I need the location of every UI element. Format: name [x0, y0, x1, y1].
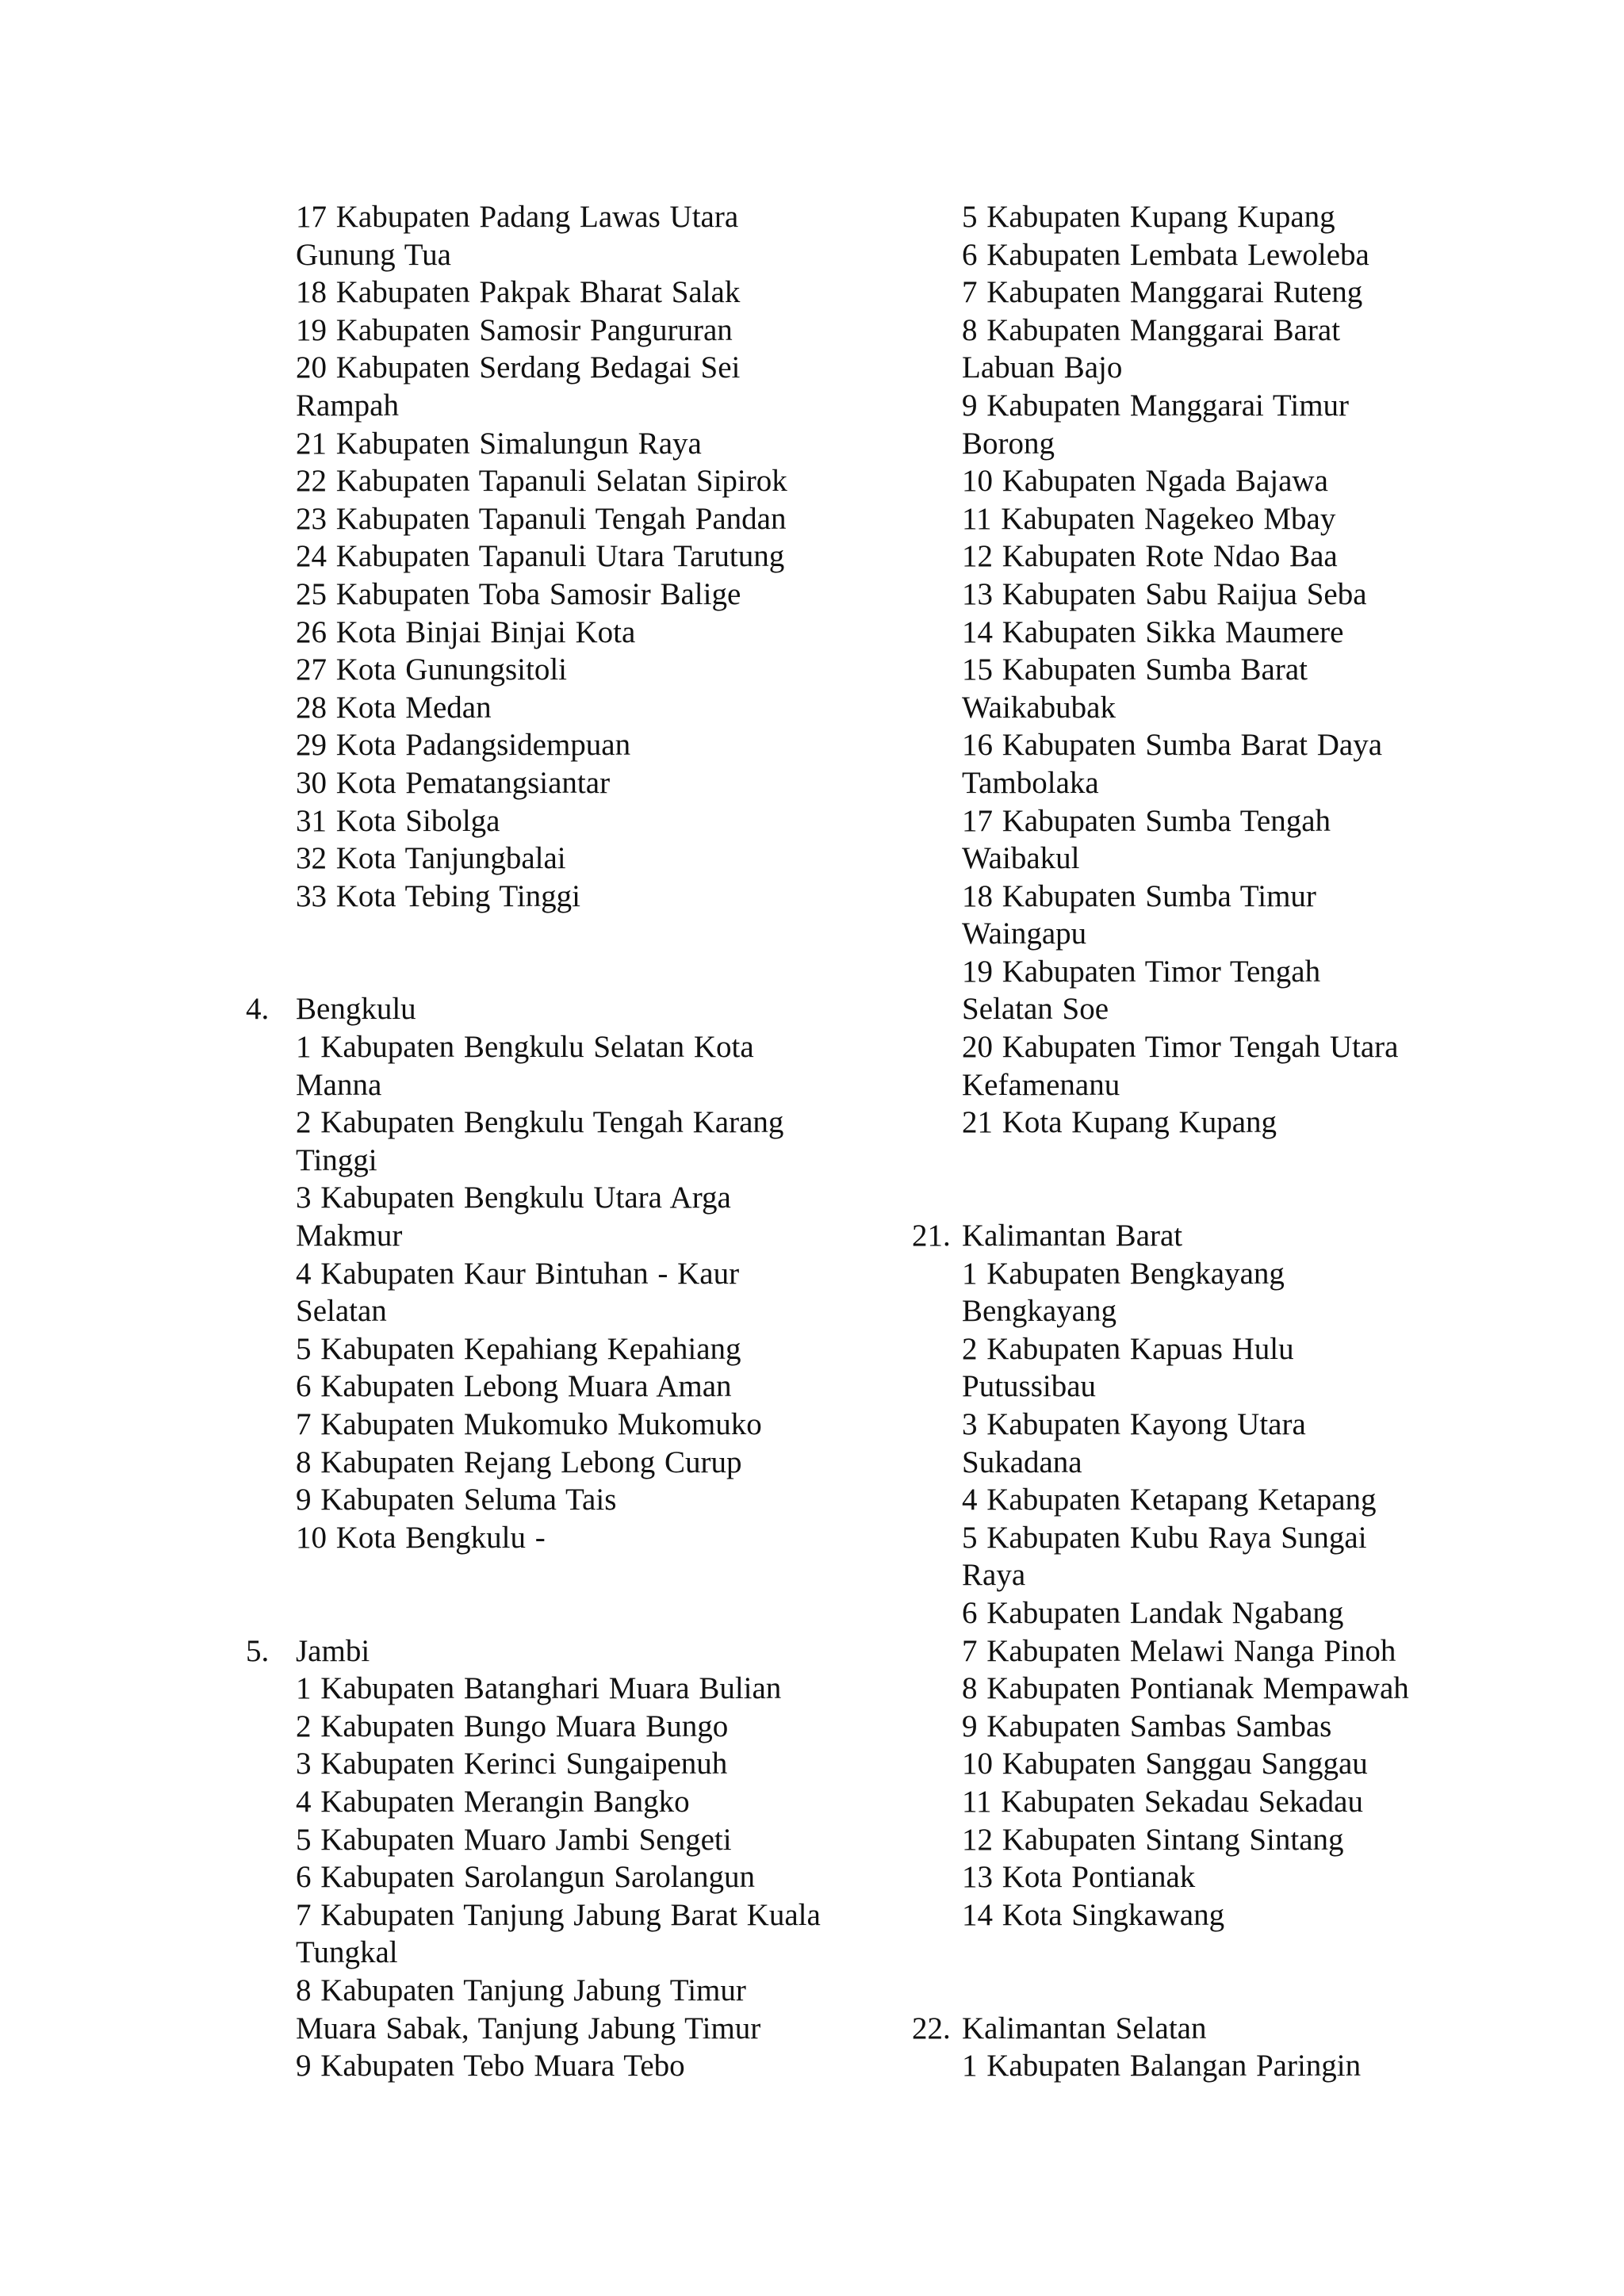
list-line: 16 Kabupaten Sumba Barat Daya — [962, 728, 1383, 763]
list-line: Waikabubak — [962, 690, 1116, 725]
list-line: 6 Kabupaten Landak Ngabang — [962, 1595, 1344, 1630]
list-line: Selatan Soe — [962, 992, 1109, 1027]
section-number: 4. — [246, 992, 270, 1027]
list-line: 4 Kabupaten Merangin Bangko — [296, 1784, 690, 1819]
list-line: 3 Kabupaten Bengkulu Utara Arga — [296, 1181, 731, 1215]
list-line: 7 Kabupaten Manggarai Ruteng — [962, 275, 1363, 310]
section-title: Bengkulu — [296, 992, 416, 1027]
list-line: 33 Kota Tebing Tinggi — [296, 878, 581, 913]
bengkulu-list — [246, 1028, 872, 1556]
list-line: 20 Kabupaten Serdang Bedagai Sei — [296, 350, 741, 385]
list-line: 9 Kabupaten Seluma Tais — [296, 1483, 617, 1517]
list-line: 8 Kabupaten Pontianak Mempawah — [962, 1671, 1409, 1706]
section-title: Kalimantan Selatan — [962, 2011, 1207, 2045]
list-line: Makmur — [296, 1219, 403, 1253]
list-line: 27 Kota Gunungsitoli — [296, 652, 567, 687]
list-line: 26 Kota Binjai Binjai Kota — [296, 614, 636, 649]
list-line: 20 Kabupaten Timor Tengah Utara — [962, 1030, 1399, 1065]
section-heading-kalimantan-barat — [912, 1217, 1483, 1255]
list-line: 9 Kabupaten Sambas Sambas — [962, 1709, 1332, 1743]
list-line: 25 Kabupaten Toba Samosir Balige — [296, 576, 741, 611]
section-gap — [246, 915, 872, 990]
right-column — [912, 198, 1483, 2085]
list-line: Tungkal — [296, 1935, 398, 1970]
list-line: Kefamenanu — [962, 1067, 1120, 1102]
list-line: 6 Kabupaten Sarolangun Sarolangun — [296, 1860, 755, 1895]
list-line: 29 Kota Padangsidempuan — [296, 728, 631, 763]
list-line: 21 Kabupaten Simalungun Raya — [296, 426, 702, 461]
list-line: 4 Kabupaten Ketapang Ketapang — [962, 1483, 1377, 1517]
list-line: 5 Kabupaten Kubu Raya Sungai — [962, 1520, 1367, 1555]
section-number: 21. — [912, 1219, 951, 1253]
list-line: 11 Kabupaten Sekadau Sekadau — [962, 1784, 1363, 1819]
list-line: 2 Kabupaten Bengkulu Tengah Karang — [296, 1105, 784, 1140]
list-line: 12 Kabupaten Rote Ndao Baa — [962, 539, 1338, 574]
ntt-list — [912, 198, 1483, 1142]
list-line: Waibakul — [962, 841, 1080, 876]
list-line: Bengkayang — [962, 1294, 1116, 1329]
list-line: 3 Kabupaten Kayong Utara — [962, 1407, 1306, 1441]
list-line: Labuan Bajo — [962, 350, 1123, 385]
list-line: 17 Kabupaten Sumba Tengah — [962, 803, 1331, 838]
section-heading-bengkulu — [246, 990, 872, 1028]
list-line: 6 Kabupaten Lebong Muara Aman — [296, 1369, 732, 1404]
list-line: Sukadana — [962, 1445, 1082, 1479]
list-line: 1 Kabupaten Bengkayang — [962, 1256, 1285, 1291]
list-line: 10 Kabupaten Sanggau Sanggau — [962, 1747, 1368, 1781]
list-line: 17 Kabupaten Padang Lawas Utara — [296, 200, 739, 234]
list-line: Rampah — [296, 388, 399, 423]
list-line: 9 Kabupaten Tebo Muara Tebo — [296, 2049, 685, 2084]
list-line: 5 Kabupaten Kupang Kupang — [962, 200, 1335, 234]
list-line: Gunung Tua — [296, 237, 451, 272]
list-line: Borong — [962, 426, 1055, 461]
list-line: 19 Kabupaten Timor Tengah — [962, 954, 1321, 989]
section-gap — [246, 1556, 872, 1632]
list-line: 13 Kota Pontianak — [962, 1860, 1196, 1895]
list-line: 1 Kabupaten Balangan Paringin — [962, 2049, 1362, 2084]
list-line: 10 Kota Bengkulu - — [296, 1520, 546, 1555]
section-title: Jambi — [296, 1633, 370, 1668]
list-line: 8 Kabupaten Manggarai Barat — [962, 312, 1341, 347]
list-line: 7 Kabupaten Melawi Nanga Pinoh — [962, 1633, 1396, 1668]
section-number: 5. — [246, 1633, 270, 1668]
list-line: Manna — [296, 1067, 382, 1102]
sumatera-utara-list — [246, 198, 872, 915]
list-line: Waingapu — [962, 916, 1087, 951]
section-title: Kalimantan Barat — [962, 1219, 1183, 1253]
list-line: 14 Kota Singkawang — [962, 1897, 1225, 1932]
list-line: 5 Kabupaten Kepahiang Kepahiang — [296, 1331, 741, 1366]
list-line: 24 Kabupaten Tapanuli Utara Tarutung — [296, 539, 785, 574]
list-line: 2 Kabupaten Kapuas Hulu — [962, 1331, 1294, 1366]
list-line: 7 Kabupaten Mukomuko Mukomuko — [296, 1407, 762, 1441]
list-line: Selatan — [296, 1294, 387, 1329]
list-line: 10 Kabupaten Ngada Bajawa — [962, 464, 1328, 499]
jambi-list — [246, 1670, 872, 2085]
list-line: 23 Kabupaten Tapanuli Tengah Pandan — [296, 501, 787, 536]
list-line: 8 Kabupaten Rejang Lebong Curup — [296, 1445, 742, 1479]
section-heading-jambi — [246, 1632, 872, 1670]
section-heading-kalimantan-selatan — [912, 2010, 1483, 2048]
list-line: Raya — [962, 1558, 1026, 1593]
list-line: Tinggi — [296, 1142, 377, 1177]
section-gap — [912, 1142, 1483, 1217]
list-line: 14 Kabupaten Sikka Maumere — [962, 614, 1344, 649]
list-line: 1 Kabupaten Batanghari Muara Bulian — [296, 1671, 782, 1706]
list-line: 12 Kabupaten Sintang Sintang — [962, 1822, 1344, 1857]
list-line: 18 Kabupaten Pakpak Bharat Salak — [296, 275, 741, 310]
list-line: 2 Kabupaten Bungo Muara Bungo — [296, 1709, 729, 1743]
list-line: 1 Kabupaten Bengkulu Selatan Kota — [296, 1030, 754, 1065]
list-line: 9 Kabupaten Manggarai Timur — [962, 388, 1350, 423]
section-number: 22. — [912, 2011, 951, 2045]
list-line: 7 Kabupaten Tanjung Jabung Barat Kuala — [296, 1897, 821, 1932]
list-line: 15 Kabupaten Sumba Barat — [962, 652, 1308, 687]
kalimantan-selatan-list — [912, 2047, 1483, 2085]
left-column — [246, 198, 872, 2085]
list-line: 31 Kota Sibolga — [296, 803, 500, 838]
kalimantan-barat-list — [912, 1255, 1483, 1934]
list-line: 28 Kota Medan — [296, 690, 492, 725]
section-gap — [912, 1934, 1483, 2009]
list-line: 30 Kota Pematangsiantar — [296, 765, 611, 800]
list-line: 4 Kabupaten Kaur Bintuhan - Kaur — [296, 1256, 740, 1291]
list-line: Putussibau — [962, 1369, 1097, 1404]
list-line: Muara Sabak, Tanjung Jabung Timur — [296, 2011, 761, 2045]
list-line: 5 Kabupaten Muaro Jambi Sengeti — [296, 1822, 732, 1857]
list-line: 19 Kabupaten Samosir Pangururan — [296, 312, 733, 347]
list-line: 18 Kabupaten Sumba Timur — [962, 878, 1316, 913]
list-line: 13 Kabupaten Sabu Raijua Seba — [962, 576, 1367, 611]
list-line: 11 Kabupaten Nagekeo Mbay — [962, 501, 1336, 536]
list-line: Tambolaka — [962, 765, 1099, 800]
list-line: 21 Kota Kupang Kupang — [962, 1105, 1277, 1140]
list-line: 3 Kabupaten Kerinci Sungaipenuh — [296, 1747, 728, 1781]
list-line: 22 Kabupaten Tapanuli Selatan Sipirok — [296, 464, 787, 499]
list-line: 6 Kabupaten Lembata Lewoleba — [962, 237, 1369, 272]
list-line: 32 Kota Tanjungbalai — [296, 841, 566, 876]
list-line: 8 Kabupaten Tanjung Jabung Timur — [296, 1973, 746, 2007]
